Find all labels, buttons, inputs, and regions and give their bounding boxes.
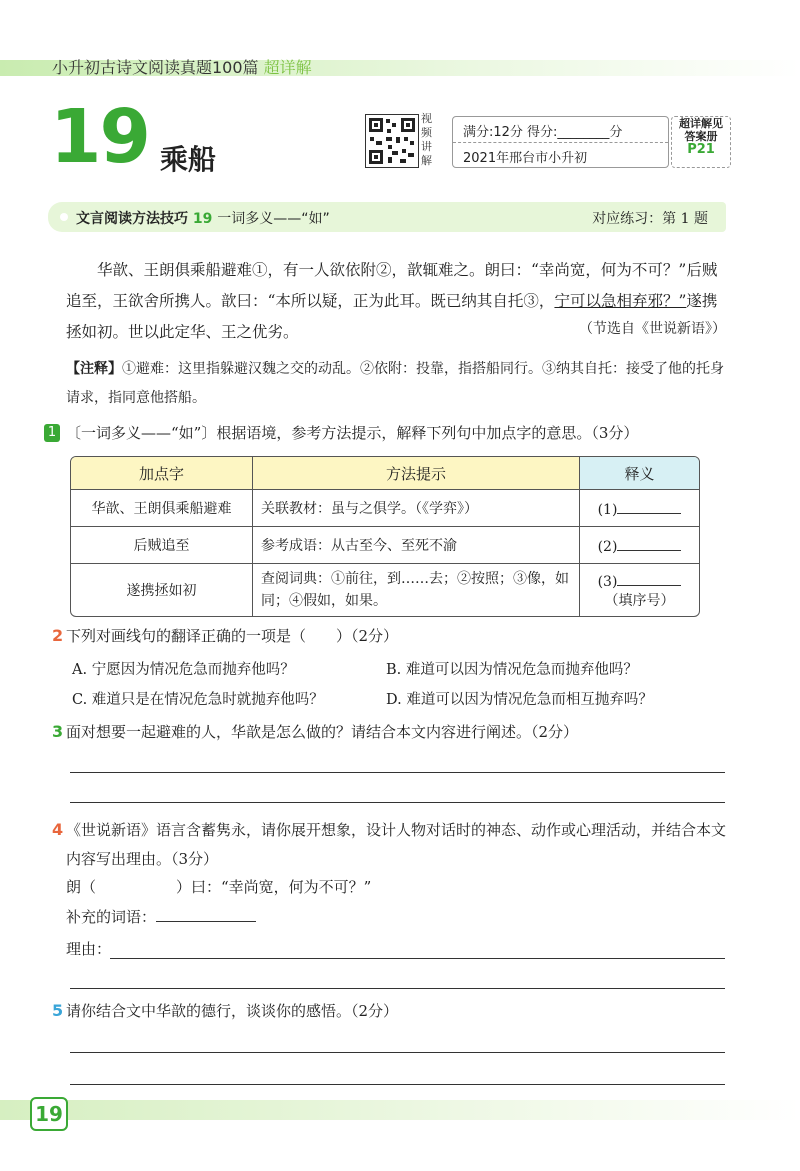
- answer-line[interactable]: [70, 1052, 725, 1053]
- method-title: 文言阅读方法技巧: [76, 211, 188, 227]
- table-header: 加点字: [71, 457, 253, 490]
- q1-number: 1: [44, 424, 60, 442]
- exam-source: 2021年邢台市小升初: [463, 151, 588, 166]
- score-line: 满分:12分 得分:________分: [463, 125, 623, 140]
- q5-number: 5: [52, 1001, 64, 1020]
- q3-text: 面对想要一起避难的人，华歆是怎么做的？请结合本文内容进行阐述。（2分）: [66, 723, 579, 741]
- table-cell-word: 华歆、王朗俱乘船避难: [71, 490, 253, 527]
- passage-underlined-b: 邪？”: [647, 292, 687, 310]
- lesson-title: 乘船: [160, 143, 217, 176]
- page-number: 19: [30, 1097, 68, 1131]
- passage-source: （节选自《世说新语》）: [579, 321, 726, 337]
- table-cell-hint: 参考成语：从古至今、至死不渝: [253, 527, 580, 564]
- q2-text: 下列对画线句的翻译正确的一项是（ ）（2分）: [66, 627, 399, 645]
- answer-line[interactable]: [110, 958, 725, 959]
- answer-page: P21: [687, 142, 715, 157]
- dialog-suffix: ）曰：“幸尚宽，何为不可？”: [176, 878, 372, 896]
- q3-number: 3: [52, 722, 64, 741]
- book-title-accent: 超详解: [263, 58, 312, 77]
- answer-ref-line2: 答案册: [684, 130, 718, 143]
- method-number: 19: [192, 211, 213, 227]
- q2-option-c[interactable]: C. 难道只是在情况危急时就抛弃他吗？: [72, 692, 324, 708]
- answer-blank[interactable]: [617, 571, 681, 586]
- answer-label: (1): [597, 501, 618, 518]
- q4-number: 4: [52, 820, 64, 839]
- passage-line2: 贼追至，王欲舍所携人。歆曰：“本所以疑，正为此耳。既已纳其自托③，: [66, 261, 718, 310]
- passage-line1: 华歆、王朗俱乘船避难①，有一人欲依附②，歆辄难之。朗曰：“幸尚宽，何为不可？”后: [97, 261, 702, 279]
- method-subtitle: 一词多义——“如”: [217, 211, 330, 227]
- table-row: [71, 527, 699, 564]
- video-label: 视频讲解: [421, 112, 432, 167]
- answer-reference: [671, 116, 731, 168]
- table-header: 释义: [580, 457, 699, 490]
- q2-option-a[interactable]: A. 宁愿因为情况危急而抛弃他吗？: [72, 662, 295, 678]
- answer-label: (3): [597, 573, 618, 590]
- bullet-icon: [60, 213, 68, 221]
- table-cell-word: 遂携拯如初: [71, 564, 253, 616]
- notes-text: ①避难：这里指躲避汉魏之交的动乱。②依附：投靠，指搭船同行。③纳其自托：接受了他的托身请求，指同意他搭船。: [66, 361, 724, 406]
- table-cell-answer[interactable]: [580, 490, 699, 527]
- supplement-label: 补充的词语：: [66, 908, 157, 926]
- answer-line[interactable]: [70, 988, 725, 989]
- book-title: 小升初古诗文阅读真题100篇 超详解: [52, 58, 312, 77]
- q4-dialog: [66, 874, 730, 900]
- table-cell-answer[interactable]: [580, 527, 699, 564]
- q4-reason-label: 理由：: [66, 940, 112, 958]
- table-header: 方法提示: [253, 457, 580, 490]
- q2-option-b[interactable]: B. 难道可以因为情况危急而抛弃他吗？: [386, 662, 638, 678]
- table-row: [71, 490, 699, 527]
- table-cell-word: 后贼追至: [71, 527, 253, 564]
- answer-note: （填序号）: [604, 592, 675, 609]
- q1-table: [70, 456, 700, 617]
- q4-supplement: [66, 904, 730, 930]
- q4-text: 《世说新语》语言含蓄隽永，请你展开想象，设计人物对话时的神态、动作或心理活动，并结合本文内容写出理由。（3分）: [66, 821, 727, 868]
- passage-underlined-a: 宁可以急相弃: [554, 292, 648, 310]
- qr-code-icon[interactable]: [365, 114, 419, 168]
- method-tip-bar: [48, 202, 726, 232]
- answer-line[interactable]: [70, 802, 725, 803]
- supplement-blank[interactable]: [156, 905, 256, 922]
- footer-band: [0, 1100, 800, 1120]
- lesson-number: 19: [50, 94, 149, 180]
- notes-label: 【注释】: [66, 361, 122, 377]
- q2-number: 2: [52, 626, 64, 645]
- table-cell-hint: 关联教材：虽与之俱学。（《学弈》）: [253, 490, 580, 527]
- dialog-prefix: 朗（: [66, 878, 97, 896]
- table-cell-hint: 查阅词典：①前往，到……去；②按照；③像，如同；④假如，如果。: [253, 564, 580, 616]
- answer-line[interactable]: [70, 1084, 725, 1085]
- q2-option-d[interactable]: D. 难道可以因为情况危急而相互抛弃吗？: [386, 692, 653, 708]
- answer-label: (2): [597, 538, 618, 555]
- answer-blank[interactable]: [617, 536, 681, 551]
- notes: [66, 355, 730, 413]
- answer-blank[interactable]: [617, 499, 681, 514]
- answer-line[interactable]: [70, 772, 725, 773]
- answer-ref-line1: 超详解见: [679, 117, 723, 130]
- passage-line3: 遂携拯如初。世以此定华、王之优劣。: [66, 292, 718, 341]
- q5-text: 请你结合文中华歆的德行，谈谈你的感悟。（2分）: [66, 1002, 399, 1020]
- table-cell-answer[interactable]: [580, 564, 699, 616]
- q1-text: 〔一词多义——“如”〕根据语境，参考方法提示，解释下列句中加点字的意思。（3分）: [66, 424, 639, 442]
- score-box: [452, 116, 669, 168]
- table-row: [71, 564, 699, 616]
- practice-ref: 对应练习：第 1 题: [592, 211, 708, 227]
